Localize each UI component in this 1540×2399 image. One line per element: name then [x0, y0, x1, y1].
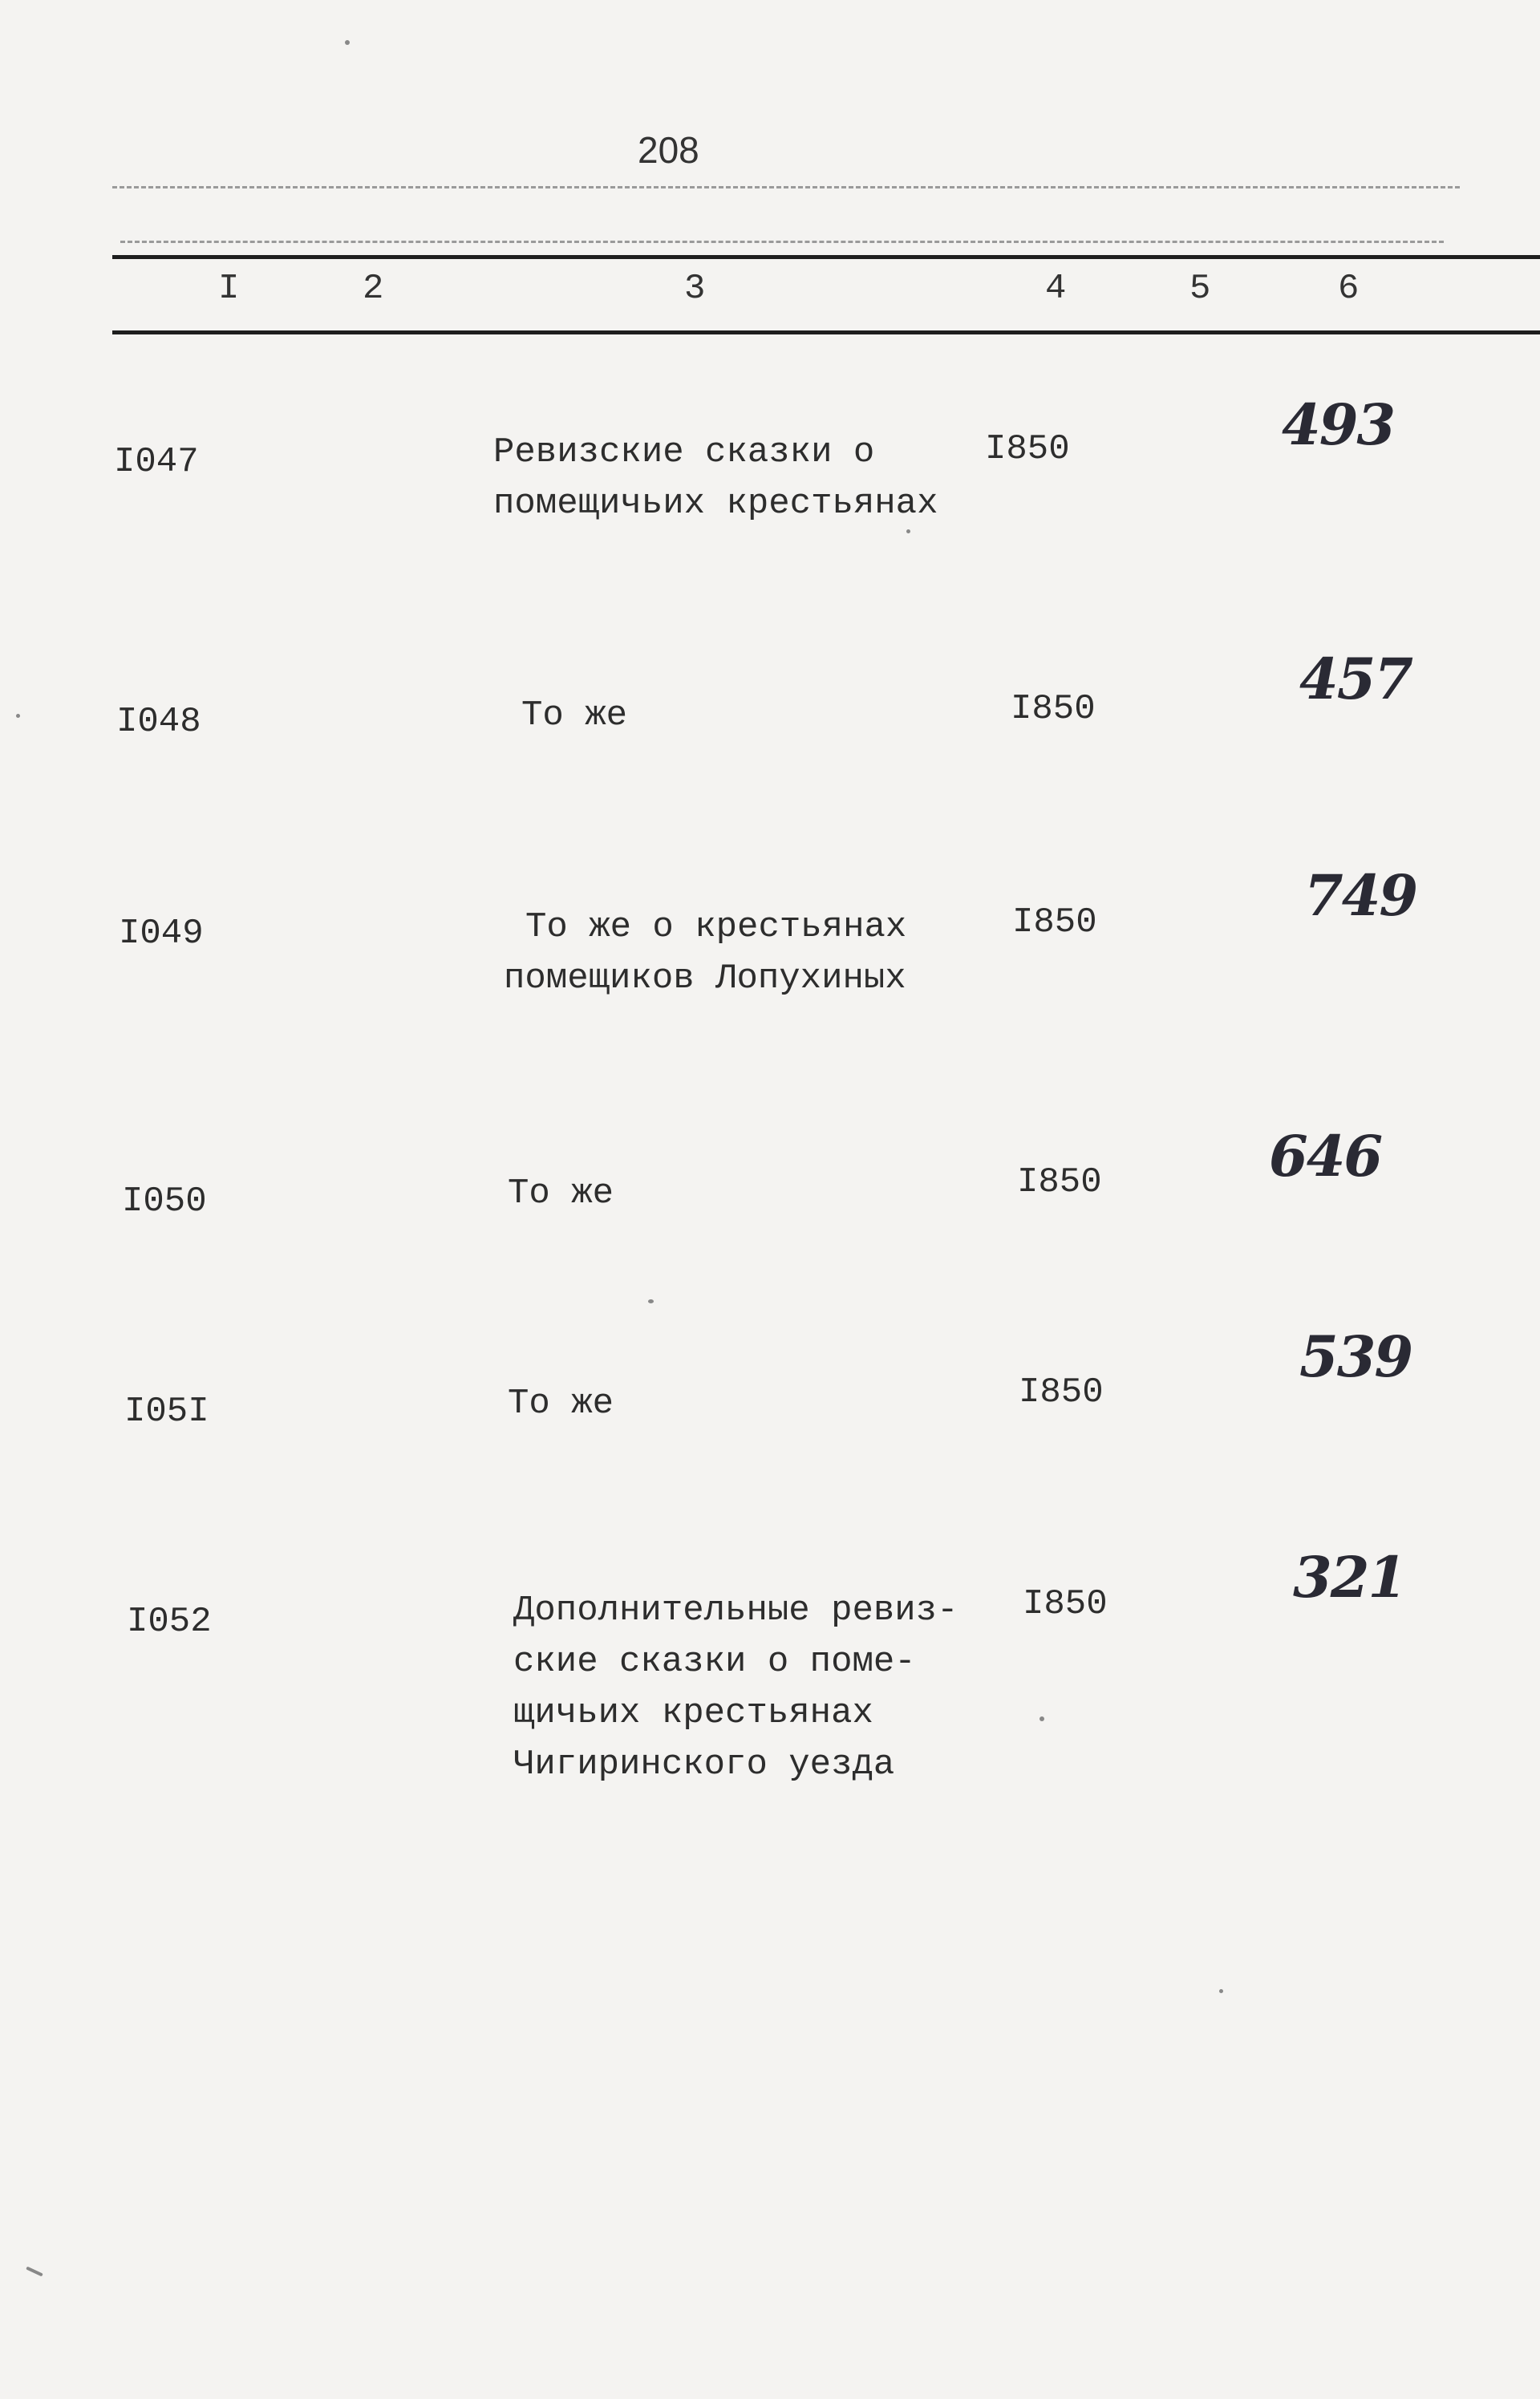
row-1051-desc-line-1: То же: [508, 1384, 614, 1424]
scan-speck: [648, 1299, 654, 1303]
row-1047-year: I850: [985, 429, 1070, 469]
row-1048-desc-line-1: То же: [521, 695, 628, 736]
row-1052-sheet-count: 321: [1293, 1544, 1406, 1611]
row-1047-desc-line-2: помещичьих крестьянах: [493, 484, 938, 524]
row-1051-sheet-count: 539: [1299, 1323, 1412, 1390]
row-1050-desc-line-1: То же: [508, 1173, 614, 1214]
column-header-2: 2: [363, 269, 384, 309]
row-1051-number: I05I: [124, 1392, 209, 1432]
row-1049-number: I049: [119, 914, 204, 954]
row-1047-number: I047: [114, 442, 199, 482]
column-header-5: 5: [1189, 269, 1211, 309]
row-1050-number: I050: [122, 1181, 207, 1222]
column-header-6: 6: [1338, 269, 1360, 309]
scan-speck: [26, 2267, 43, 2277]
scan-speck: [1040, 1716, 1044, 1721]
dashed-guide-line-2: [120, 241, 1444, 243]
row-1052-number: I052: [127, 1602, 212, 1642]
column-header-3: 3: [684, 269, 706, 309]
row-1050-sheet-count: 646: [1269, 1123, 1382, 1189]
row-1051-year: I850: [1019, 1372, 1104, 1412]
row-1048-number: I048: [116, 702, 201, 742]
row-1048-sheet-count: 457: [1299, 646, 1412, 712]
page-number: 208: [638, 129, 699, 171]
scan-speck: [1219, 1989, 1223, 1993]
scan-speck: [16, 714, 20, 718]
row-1050-year: I850: [1017, 1162, 1102, 1202]
row-1047-desc-line-1: Ревизские сказки о: [493, 432, 875, 472]
row-1049-sheet-count: 749: [1304, 862, 1417, 929]
row-1052-desc-line-4: Чигиринского уезда: [513, 1745, 895, 1785]
row-1049-desc-line-1: То же о крестьянах: [525, 907, 907, 947]
row-1049-year: I850: [1012, 902, 1097, 942]
row-1049-desc-line-2: помещиков Лопухиных: [504, 958, 906, 999]
scan-speck: [906, 529, 910, 533]
column-header-1: I: [218, 269, 240, 309]
row-1052-desc-line-1: Дополнительные ревиз-: [513, 1591, 958, 1631]
row-1047-sheet-count: 493: [1282, 391, 1395, 458]
row-1052-desc-line-2: ские сказки о поме-: [513, 1642, 916, 1682]
row-1048-year: I850: [1011, 689, 1096, 729]
column-header-4: 4: [1045, 269, 1067, 309]
scan-speck: [345, 40, 350, 45]
header-top-rule: [112, 255, 1540, 259]
dashed-guide-line-1: [112, 186, 1460, 188]
row-1052-desc-line-3: щичьих крестьянах: [513, 1693, 873, 1733]
header-bottom-rule: [112, 330, 1540, 334]
row-1052-year: I850: [1023, 1584, 1108, 1624]
